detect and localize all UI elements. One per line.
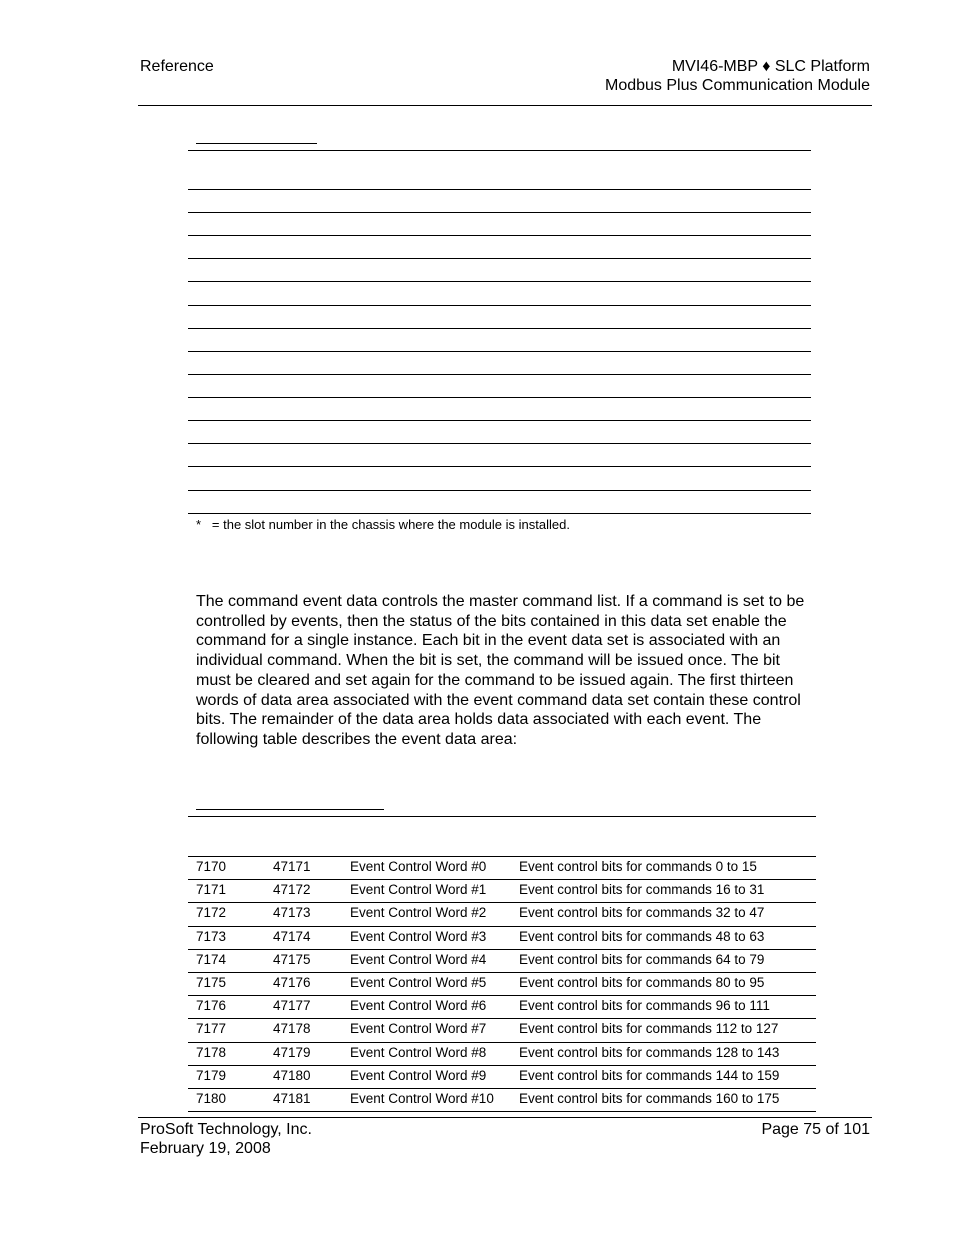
upper-table-row-rule [188,189,811,190]
header-right-line2: Modbus Plus Communication Module [604,77,870,94]
cell-address: 7176 [196,998,227,1014]
cell-name: Event Control Word #0 [350,859,487,874]
cell-modbus-address: 47174 [273,928,311,944]
cell-modbus-address: 47177 [273,998,311,1014]
cell-modbus-address: 47181 [273,1091,311,1106]
cell-name: Event Control Word #1 [350,882,487,898]
footer-date: February 19, 2008 [140,1140,271,1157]
cell-address: 7180 [196,1091,227,1106]
table-row-rule [188,1111,816,1112]
upper-table-row-rule [188,281,811,282]
table-row-rule [188,1018,816,1019]
footer-rule [138,1117,872,1118]
upper-table-row-rule [188,328,811,329]
cell-modbus-address: 47176 [273,975,311,990]
table-row-rule [188,949,816,950]
cell-description: Event control bits for commands 0 to 15 [519,859,757,874]
cell-address: 7175 [196,975,227,990]
cell-description: Event control bits for commands 64 to 79 [519,951,765,967]
upper-table-row-rule [188,235,811,236]
table-row-rule [188,902,816,903]
slot-footnote: * = the slot number in the chassis where the module is installed. [196,517,570,532]
upper-table-row-rule [188,420,811,421]
cell-description: Event control bits for commands 96 to 111 [519,998,770,1014]
upper-table-row-rule [188,397,811,398]
cell-description: Event control bits for commands 144 to 159 [519,1067,780,1083]
cell-name: Event Control Word #5 [350,975,487,990]
cell-address: 7179 [196,1067,227,1083]
upper-table-caption-underline [196,143,317,144]
upper-table-row-rule [188,150,811,151]
cell-modbus-address: 47173 [273,905,311,921]
cell-description: Event control bits for commands 80 to 95 [519,975,765,990]
cell-address: 7171 [196,882,227,898]
table-row-rule [188,1088,816,1089]
header-left: Reference [140,58,214,75]
cell-modbus-address: 47171 [273,859,311,874]
table-row-rule [188,995,816,996]
event-table-caption-underline [196,809,384,810]
footer-company: ProSoft Technology, Inc. [140,1121,312,1138]
cell-description: Event control bits for commands 16 to 31 [519,882,765,898]
cell-name: Event Control Word #10 [350,1091,494,1106]
upper-table-row-rule [188,466,811,467]
cell-name: Event Control Word #8 [350,1044,487,1060]
upper-table-row-rule [188,490,811,491]
cell-description: Event control bits for commands 112 to 127 [519,1021,779,1037]
cell-modbus-address: 47178 [273,1021,311,1037]
event-table-header-rule [188,856,816,857]
table-row-rule [188,972,816,973]
upper-table-row-rule [188,305,811,306]
cell-address: 7178 [196,1044,227,1060]
cell-modbus-address: 47175 [273,951,311,967]
header-rule [138,105,872,106]
cell-description: Event control bits for commands 48 to 63 [519,928,765,944]
upper-table-row-rule [188,374,811,375]
upper-table-row-rule [188,443,811,444]
cell-name: Event Control Word #2 [350,905,487,921]
cell-modbus-address: 47180 [273,1067,311,1083]
cell-address: 7174 [196,951,227,967]
cell-name: Event Control Word #4 [350,951,487,967]
cell-name: Event Control Word #9 [350,1067,487,1083]
table-row-rule [188,926,816,927]
cell-description: Event control bits for commands 160 to 175 [519,1091,780,1106]
cell-name: Event Control Word #7 [350,1021,487,1037]
cell-address: 7173 [196,928,227,944]
cell-name: Event Control Word #3 [350,928,487,944]
upper-table-row-rule [188,212,811,213]
cell-address: 7177 [196,1021,227,1037]
cell-name: Event Control Word #6 [350,998,487,1014]
footer-page-number: Page 75 of 101 [761,1121,870,1138]
table-row-rule [188,1042,816,1043]
table-row-rule [188,879,816,880]
cell-description: Event control bits for commands 32 to 47 [519,905,765,921]
cell-modbus-address: 47179 [273,1044,311,1060]
cell-address: 7172 [196,905,227,921]
upper-table-row-rule [188,513,811,514]
cell-modbus-address: 47172 [273,882,311,898]
table-row-rule [188,1065,816,1066]
header-right-line1: MVI46-MBP ♦ SLC Platform [671,58,870,75]
cell-description: Event control bits for commands 128 to 143 [519,1044,780,1060]
event-description-paragraph: The command event data controls the master command list. If a command is set to be controlled by events, then the status of the bits contained in this data set enable the command for a single instance. Each bit in the event data set is associated with an individual command. When the bit is set, the command will be issued once. The bit must be cleared and set again for the command to be issued again. The first thirteen words of data area associated with the event command data set contain these control bits. The remainder of the data area holds data associated with each event. The following table describes the event data area: [196,593,805,748]
event-table-top-rule [188,816,816,817]
cell-address: 7170 [196,859,227,874]
upper-table-row-rule [188,351,811,352]
upper-table-row-rule [188,258,811,259]
